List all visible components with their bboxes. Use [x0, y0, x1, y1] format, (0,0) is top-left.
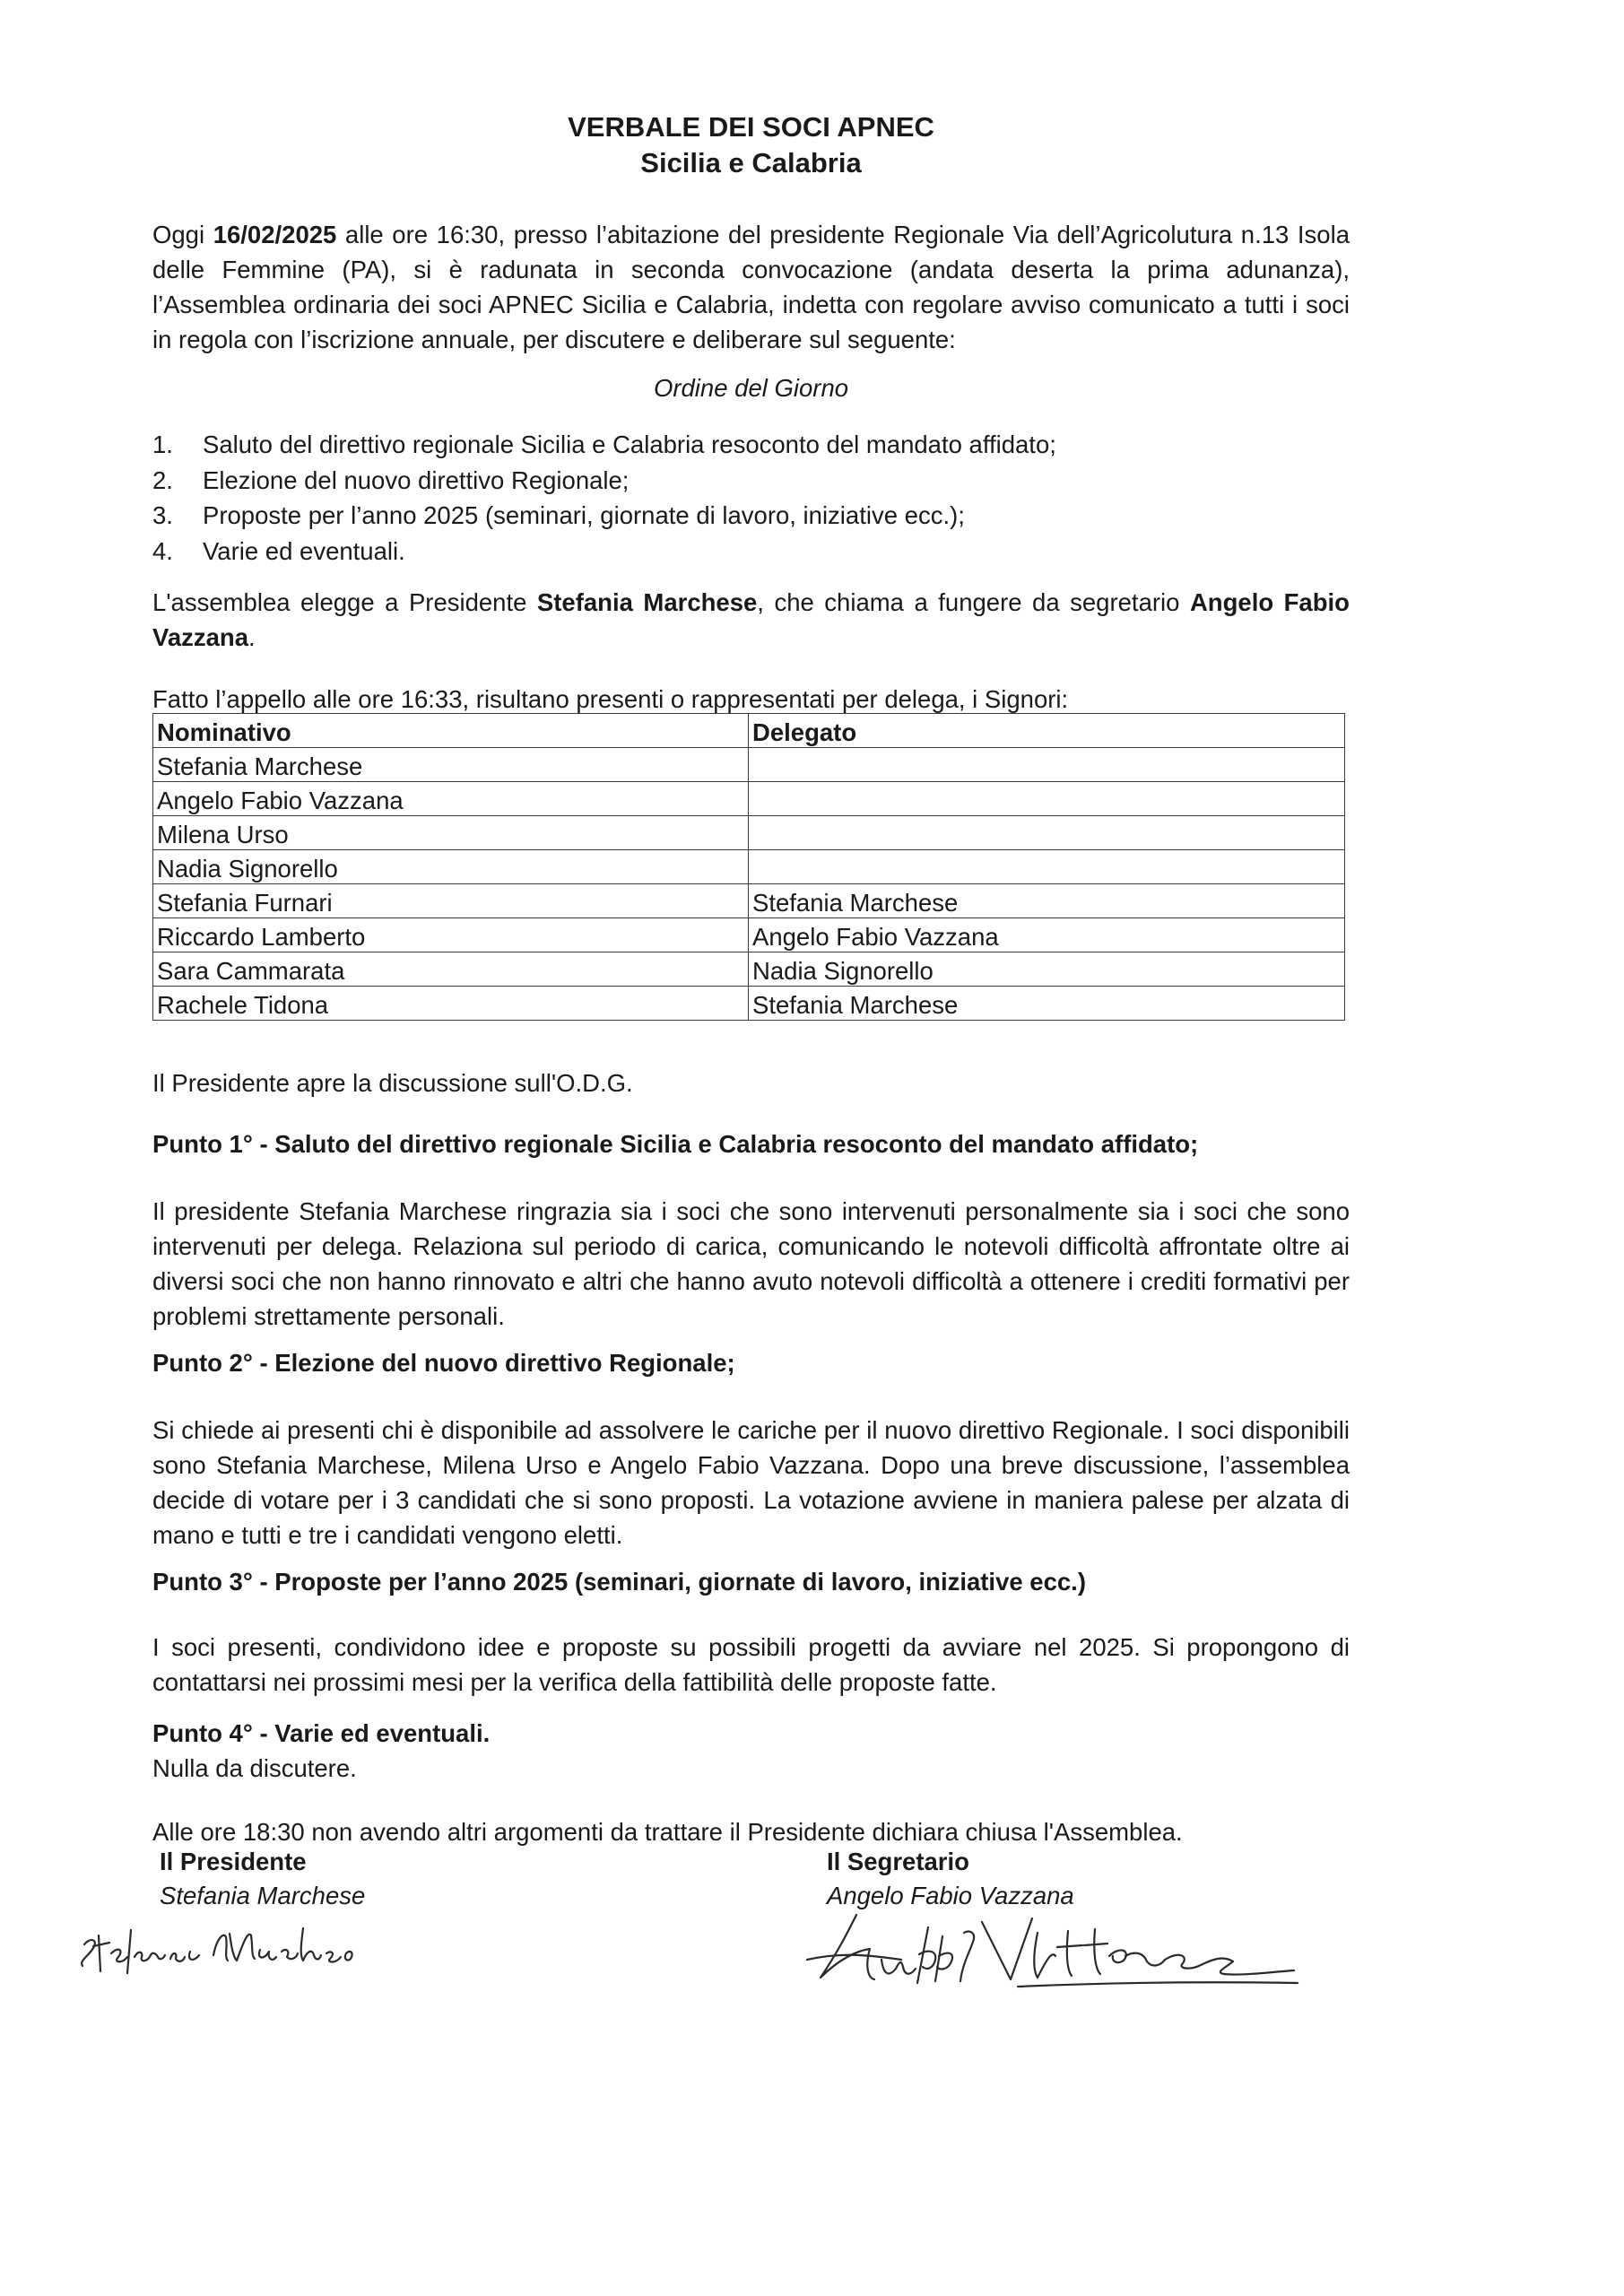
punto-1-text: Il presidente Stefania Marchese ringrazia sia i soci che sono intervenuti personalmente sia i soci che sono intervenuti per delega. Relaziona sul periodo di carica, comunicando le notevoli difficoltà affrontate oltre ai diversi soci che non hanno rinnovato e altri che hanno avuto notevoli difficoltà a ottenere i crediti formativi per problemi strettamente personali. [152, 1197, 1350, 1330]
election-text: . [248, 623, 256, 651]
table-row [153, 952, 1345, 987]
agenda-item-text: Saluto del direttivo regionale Sicilia e Calabria resoconto del mandato affidato; [203, 430, 1056, 458]
member-name: Rachele Tidona [153, 987, 749, 1021]
member-name: Sara Cammarata [153, 952, 749, 987]
closing-statement: Alle ore 18:30 non avendo altri argomenti da trattare il Presidente dichiara chiusa l'Assemblea. [152, 1818, 1183, 1846]
member-name: Stefania Furnari [153, 884, 749, 918]
roll-call-paragraph: Fatto l’appello alle ore 16:33, risultano presenti o rappresentati per delega, i Signori: [152, 685, 1069, 713]
delegate-name [749, 850, 1345, 884]
punto-2-text: Si chiede ai presenti chi è disponibile ad assolvere le cariche per il nuovo direttivo Regionale. I soci disponibili sono Stefania Marchese, Milena Urso e Angelo Fabio Vazzana. Dopo una breve discussione, l’assemblea decide di votare per i 3 candidati che si sono proposti. La votazione avviene in maniera palese per alzata di mano e tutti e tre i candidati vengono eletti. [152, 1416, 1350, 1549]
discussion-opening: Il Presidente apre la discussione sull'O.D.G. [152, 1069, 633, 1097]
table-row [153, 748, 1345, 782]
election-text: L'assemblea elegge a Presidente [152, 588, 537, 616]
agenda-item [152, 534, 1350, 570]
delegate-name: Angelo Fabio Vazzana [749, 918, 1345, 952]
agenda-item-number: 1. [152, 430, 173, 458]
delegate-name: Stefania Marchese [749, 987, 1345, 1021]
secretary-name: Angelo Fabio Vazzana [152, 588, 1350, 651]
table-row [153, 884, 1345, 918]
table-row [153, 782, 1345, 816]
table-row [153, 987, 1345, 1021]
delegate-name [749, 782, 1345, 816]
column-header-nominativo: Nominativo [153, 714, 749, 748]
meeting-date: 16/02/2025 [213, 221, 337, 248]
agenda-item [152, 463, 1350, 499]
punto-1-heading: Punto 1° - Saluto del direttivo regionale Sicilia e Calabria resoconto del mandato affidato; [152, 1130, 1199, 1158]
president-role-label: Il Presidente [160, 1848, 307, 1875]
punto-3-text: I soci presenti, condividono idee e proposte su possibili progetti da avviare nel 2025. Si propongono di contattarsi nei prossimi mesi per la verifica della fattibilità delle proposte fatte. [152, 1633, 1350, 1696]
document-title: VERBALE DEI SOCI APNEC [568, 111, 934, 143]
punto-4-heading: Punto 4° - Varie ed eventuali. [152, 1719, 491, 1747]
president-signature-name: Stefania Marchese [160, 1882, 366, 1909]
member-name: Stefania Marchese [153, 748, 749, 782]
agenda-list [152, 427, 1350, 569]
column-header-delegato: Delegato [749, 714, 1345, 748]
agenda-heading: Ordine del Giorno [653, 374, 849, 402]
table-header-row [153, 714, 1345, 748]
agenda-item-text: Elezione del nuovo direttivo Regionale; [203, 465, 630, 494]
document-subtitle: Sicilia e Calabria [640, 147, 862, 178]
agenda-item-number: 4. [152, 536, 173, 565]
table-row [153, 918, 1345, 952]
delegate-name: Nadia Signorello [749, 952, 1345, 987]
member-name: Angelo Fabio Vazzana [153, 782, 749, 816]
member-name: Nadia Signorello [153, 850, 749, 884]
secretary-handwritten-signature [803, 1897, 1305, 2005]
agenda-item [152, 498, 1350, 534]
agenda-item-text: Proposte per l’anno 2025 (seminari, giornate di lavoro, iniziative ecc.); [203, 501, 965, 529]
intro-paragraph [152, 217, 1350, 357]
delegate-name [749, 816, 1345, 850]
table-row [153, 850, 1345, 884]
agenda-item-number: 3. [152, 501, 173, 529]
delegate-name [749, 748, 1345, 782]
president-handwritten-signature [72, 1910, 413, 1982]
delegate-name: Stefania Marchese [749, 884, 1345, 918]
president-name: Stefania Marchese [536, 588, 758, 616]
agenda-item [152, 427, 1350, 463]
member-name: Milena Urso [153, 816, 749, 850]
member-name: Riccardo Lamberto [153, 918, 749, 952]
intro-prefix: Oggi [152, 221, 213, 248]
table-row [153, 816, 1345, 850]
secretary-role-label: Il Segretario [827, 1848, 969, 1875]
election-text: , che chiama a fungere da segretario [757, 588, 1190, 616]
punto-3-heading: Punto 3° - Proposte per l’anno 2025 (seminari, giornate di lavoro, iniziative ecc.) [152, 1568, 1086, 1596]
attendance-table [152, 713, 1345, 1021]
agenda-item-number: 2. [152, 465, 173, 494]
election-paragraph [152, 585, 1350, 655]
intro-text: alle ore 16:30, presso l’abitazione del presidente Regionale Via dell’Agricolutura n.13 Isola delle Femmine (PA), si è radunata in seconda convocazione (andata deserta la prima adunanza), l’Assemblea ordinaria dei soci APNEC Sicilia e Calabria, indetta con regolare avviso comunicato a tutti i soci in regola con l’iscrizione annuale, per discutere e deliberare sul seguente: [152, 221, 1350, 353]
punto-2-heading: Punto 2° - Elezione del nuovo direttivo Regionale; [152, 1349, 735, 1377]
agenda-item-text: Varie ed eventuali. [203, 536, 405, 565]
punto-4-text: Nulla da discutere. [152, 1754, 357, 1782]
secretary-signature-name: Angelo Fabio Vazzana [827, 1882, 1074, 1909]
